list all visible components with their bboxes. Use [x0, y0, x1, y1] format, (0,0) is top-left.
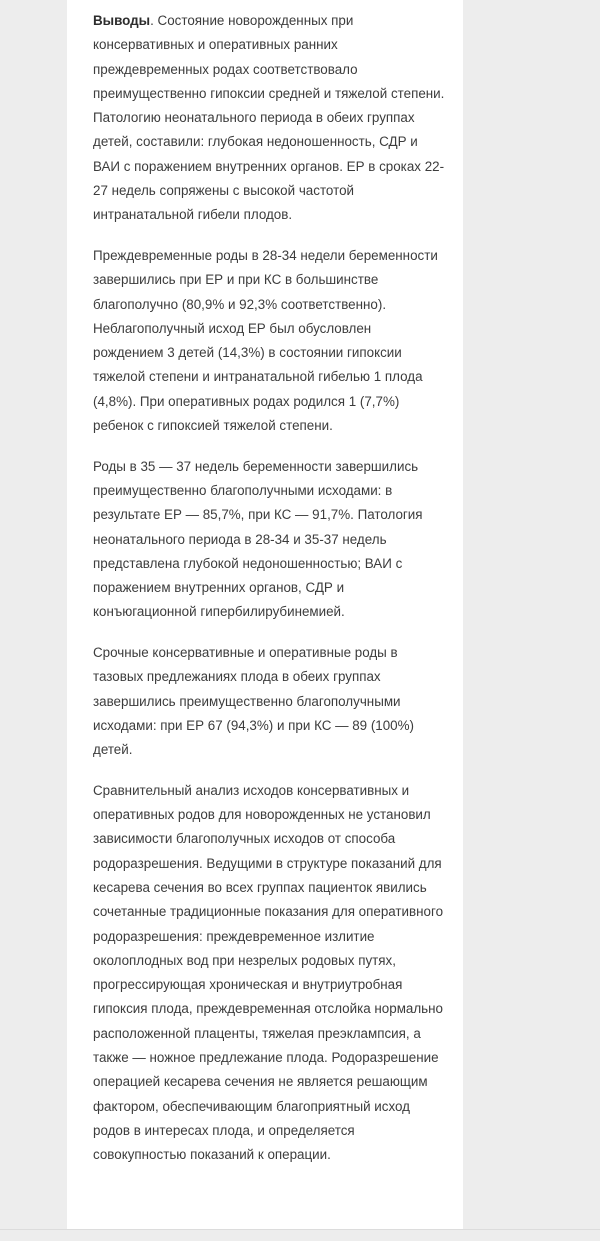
article-paragraph: Преждевременные роды в 28-34 недели беременности завершились при ЕР и при КС в большинстве благополучно (80,9% и 92,3% соответственно). Неблагополучный исход ЕР был обусловлен рождением 3 детей (14,3%) в состоянии гипоксии тяжелой степени и интранатальной гибелью 1 плода (4,8%). При оперативных родах родился 1 (7,7%) ребенок с гипоксией тяжелой степени.	[93, 247, 438, 434]
article-content	[67, 0, 463, 1229]
conclusions-text: . Состояние новорожденных при консервативных и оперативных ранних преждевременных родах соответствовало преимущественно гипоксии средней и тяжелой степени. Патологию неонатального периода в обеих группах детей, составили: глубокая недоношенность, СДР и ВАИ с поражением внутренних органов. ЕР в сроках 22-27 недель сопряжены с высокой частотой интранатальной гибели плодов.	[93, 13, 445, 223]
conclusions-label: Выводы	[93, 13, 151, 28]
page-bottom-edge	[0, 1229, 600, 1241]
article-paragraph: Сравнительный анализ исходов консервативных и оперативных родов для новорожденных не установил зависимости благополучных исходов от способа родоразрешения. Ведущими в структуре показаний для кесарева сечения во всех группах пациенток явились сочетанные традиционные показания для оперативного родоразрешения: преждевременное излитие околоплодных вод при незрелых родовых путях, прогрессирующая хроническая и внутриутробная гипоксия плода, преждевременная отслойка нормально расположенной плаценты, тяжелая преэклампсия, а также — ножное предлежание плода. Родоразрешение операцией кесарева сечения не является решающим фактором, обеспечивающим благоприятный исход родов в интересах плода, и определяется совокупностью показаний к операции.	[93, 782, 444, 1163]
conclusions-paragraph	[93, 9, 445, 228]
article-paragraph: Срочные консервативные и оперативные роды в тазовых предлежаниях плода в обеих группах завершились преимущественно благополучными исходами: при ЕР 67 (94,3%) и при КС — 89 (100%) детей.	[93, 645, 414, 758]
article-paragraph: Роды в 35 — 37 недель беременности завершились преимущественно благополучными исходами: в результате ЕР — 85,7%, при КС — 91,7%. Патология неонатального периода в 28-34 и 35-37 недель представлена глубокой недоношенностью; ВАИ с поражением внутренних органов, СДР и конъюгационной гипербилирубинемией.	[93, 458, 423, 620]
